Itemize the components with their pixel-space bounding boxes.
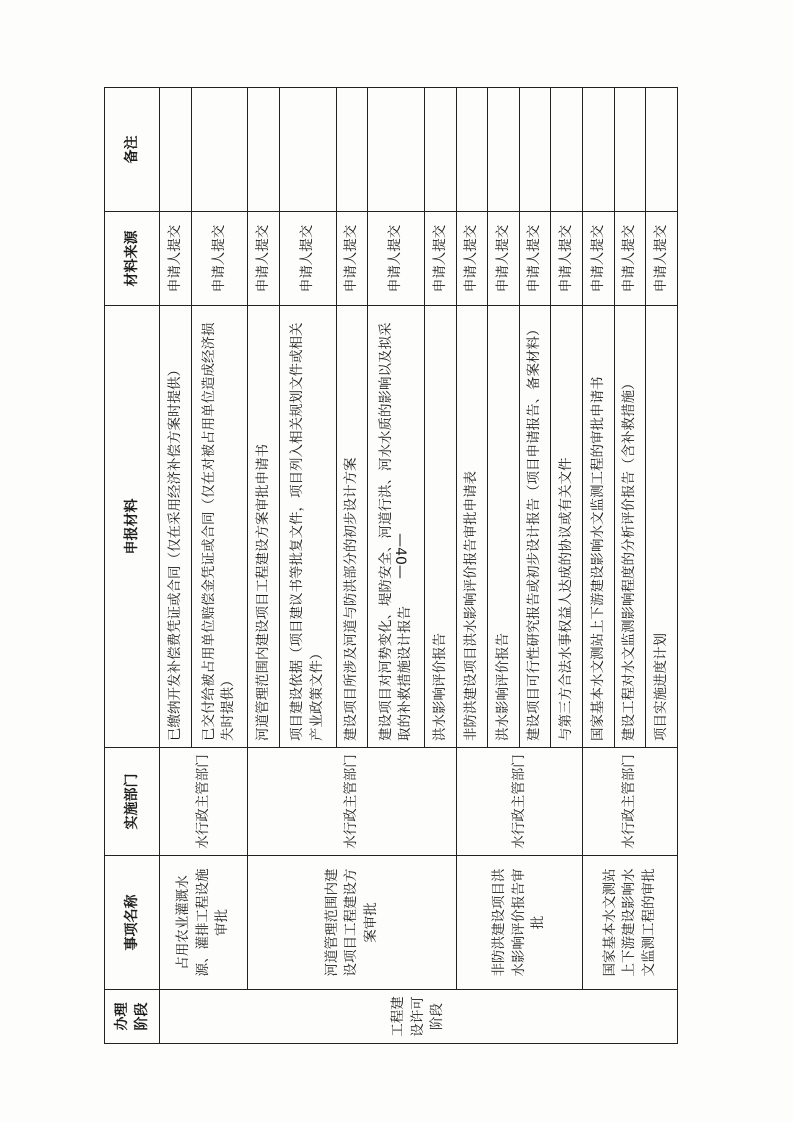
dept-cell: 水行政主管部门 [248,748,456,856]
dept-cell: 水行政主管部门 [456,748,582,856]
table-row [248,88,280,1044]
note-cell [488,88,520,212]
material-cell: 非防洪建设项目洪水影响评价报告审批申请表 [456,306,488,748]
source-cell: 申请人提交 [248,212,280,306]
source-cell: 申请人提交 [583,212,615,306]
header-material: 申报材料 [105,306,160,748]
source-cell: 申请人提交 [368,212,425,306]
header-row [105,88,160,1044]
item-name-cell: 非防洪建设项目洪水影响评价报告审批 [456,856,582,990]
item-name-cell: 国家基本水文测站上下游建设影响水文监测工程的审批 [583,856,678,990]
header-stage: 办理阶段 [105,990,160,1044]
application-materials-table [104,87,678,1044]
note-cell [425,88,457,212]
item-name-cell: 占用农业灌溉水源、灌排工程设施审批 [160,856,248,990]
note-cell [583,88,615,212]
page-number: —40— [392,533,408,579]
stage-cell: 工程建设许可阶段 [160,990,678,1044]
source-cell: 申请人提交 [191,212,248,306]
header-item: 事项名称 [105,856,160,990]
material-cell: 已交付给被占用单位赔偿金凭证或合同（仅在对被占用单位造成经济损失时提供） [191,306,248,748]
source-cell: 申请人提交 [336,212,368,306]
note-cell [551,88,583,212]
table-row [583,88,615,1044]
source-cell: 申请人提交 [425,212,457,306]
material-cell: 建设项目所涉及河道与防洪部分的初步设计方案 [336,306,368,748]
material-cell: 建设项目对河势变化、堤防安全、河道行洪、河水水质的影响以及拟采取的补救措施设计报告 [368,306,425,748]
dept-cell: 水行政主管部门 [160,748,248,856]
source-cell: 申请人提交 [279,212,336,306]
note-cell [160,88,192,212]
material-cell: 建设项目可行性研究报告或初步设计报告（项目申请报告、备案材料） [519,306,551,748]
material-cell: 洪水影响评价报告 [425,306,457,748]
header-dept: 实施部门 [105,748,160,856]
dept-cell: 水行政主管部门 [583,748,678,856]
source-cell: 申请人提交 [519,212,551,306]
table-row [160,88,192,1044]
source-cell: 申请人提交 [551,212,583,306]
note-cell [336,88,368,212]
rotated-page [104,88,678,1044]
header-note: 备注 [105,88,160,212]
item-name-cell: 河道管理范围内建设项目工程建设方案审批 [248,856,456,990]
header-source: 材料来源 [105,212,160,306]
source-cell: 申请人提交 [488,212,520,306]
note-cell [646,88,678,212]
material-cell: 国家基本水文测站上下游建设影响水文监测工程的审批申请书 [583,306,615,748]
table-row [456,88,488,1044]
source-cell: 申请人提交 [646,212,678,306]
material-cell: 项目建设依据（项目建议书等批复文件，项目列入相关规划文件或相关产业政策文件） [279,306,336,748]
note-cell [279,88,336,212]
material-cell: 洪水影响评价报告 [488,306,520,748]
note-cell [368,88,425,212]
material-cell: 已缴纳开发补偿费凭证或合同（仅在采用经济补偿方案时提供） [160,306,192,748]
source-cell: 申请人提交 [614,212,646,306]
note-cell [191,88,248,212]
note-cell [519,88,551,212]
note-cell [248,88,280,212]
note-cell [614,88,646,212]
source-cell: 申请人提交 [160,212,192,306]
material-cell: 与第三方合法水事权益人达成的协议或有关文件 [551,306,583,748]
material-cell: 项目实施进度计划 [646,306,678,748]
source-cell: 申请人提交 [456,212,488,306]
material-cell: 建设工程对水文监测影响程度的分析评价报告（含补救措施） [614,306,646,748]
note-cell [456,88,488,212]
material-cell: 河道管理范围内建设项目工程建设方案审批申请书 [248,306,280,748]
